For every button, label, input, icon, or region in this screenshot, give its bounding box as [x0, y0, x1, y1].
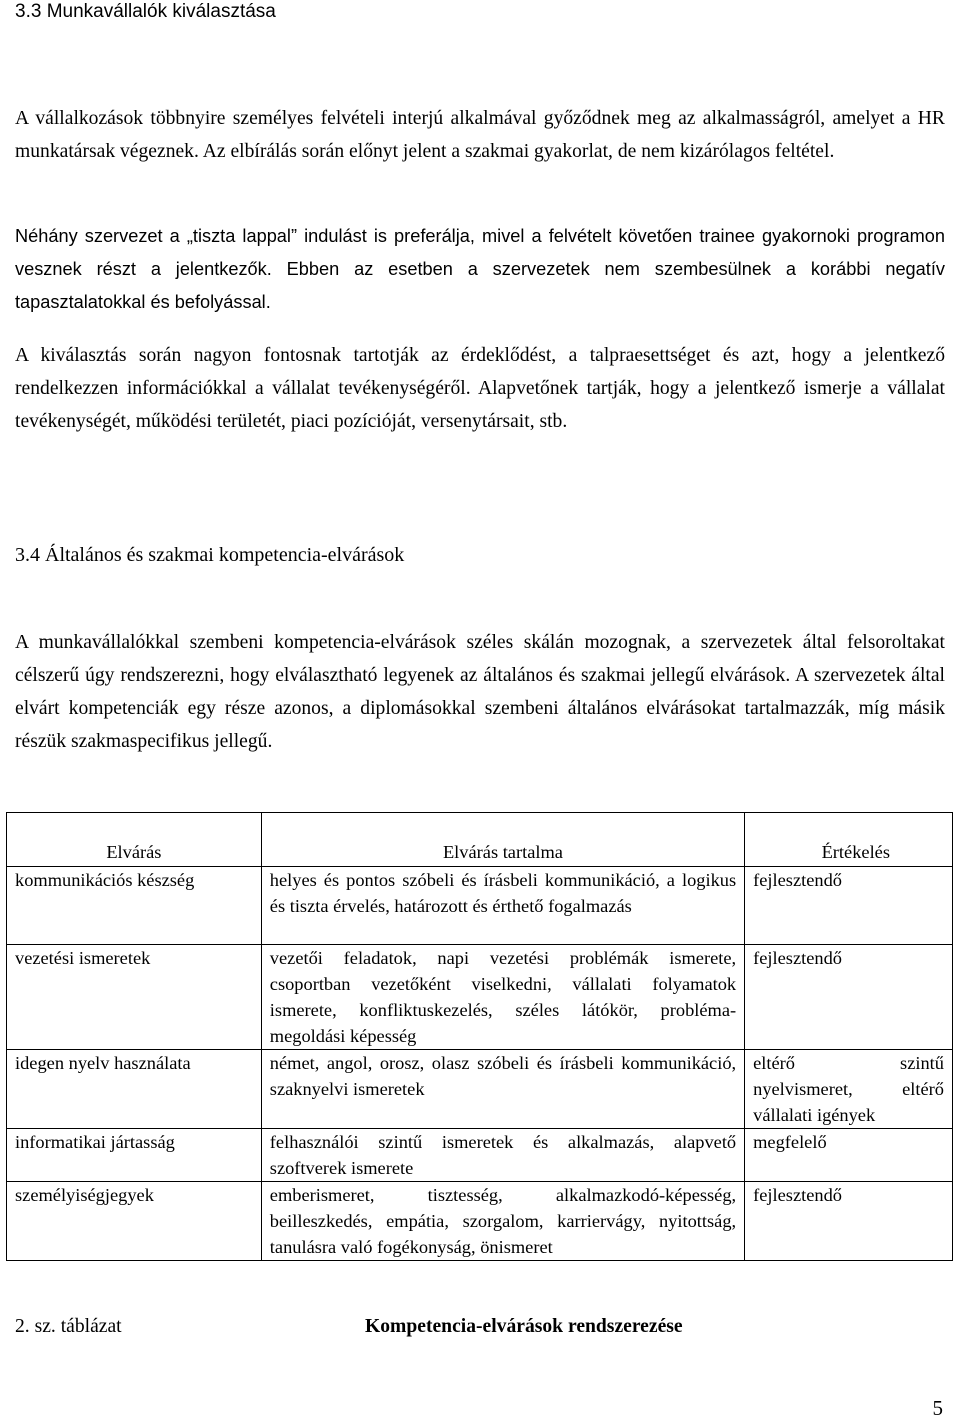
- row-expectation: kommunikációs készség: [7, 867, 262, 945]
- header-content: Elvárás tartalma: [261, 813, 744, 867]
- table-row: [7, 1050, 953, 1129]
- row-expectation: vezetési ismeretek: [7, 945, 262, 1050]
- header-evaluation: Értékelés: [745, 813, 953, 867]
- row-content: vezetői feladatok, napi vezetési problémák ismerete, csoportban vezetőként viselkedni, vállalati folyamatok ismerete, konfliktuskezelés, széles látókör, probléma-megoldási képesség: [261, 945, 744, 1050]
- section-3-4-title: 3.4 Általános és szakmai kompetencia-elvárások: [15, 544, 405, 566]
- row-expectation: személyiségjegyek: [7, 1182, 262, 1261]
- row-content: felhasználói szintű ismeretek és alkalmazás, alapvető szoftverek ismerete: [261, 1129, 744, 1182]
- page-number: 5: [932, 1396, 943, 1420]
- paragraph-interview: A vállalkozások többnyire személyes felvételi interjú alkalmával győződnek meg az alkalmasságról, amelyet a HR munkatársak végeznek. Az elbírálás során előnyt jelent a szakmai gyakorlat, de nem kizárólagos feltétel.: [15, 108, 945, 162]
- row-evaluation: megfelelő: [745, 1129, 953, 1182]
- row-expectation: informatikai jártasság: [7, 1129, 262, 1182]
- row-evaluation: eltérő szintű nyelvismeret, eltérő vállalati igények: [745, 1050, 953, 1129]
- competency-table: [6, 812, 953, 1261]
- row-expectation: idegen nyelv használata: [7, 1050, 262, 1129]
- row-content: helyes és pontos szóbeli és írásbeli kommunikáció, a logikus és tiszta érvelés, határozott és érthető fogalmazás: [261, 867, 744, 945]
- table-row: [7, 1129, 953, 1182]
- table-row: [7, 945, 953, 1050]
- caption-title: Kompetencia-elvárások rendszerezése: [365, 1316, 683, 1337]
- paragraph-selection-criteria: A kiválasztás során nagyon fontosnak tartotják az érdeklődést, a talpraesettséget és azt, hogy a jelentkező rendelkezzen információkkal a vállalat tevékenységéről. Alapvetőnek tartják, hogy a jelentkező ismerje a vállalat tevékenységét, működési területét, piaci pozícióját, versenytársait, stb.: [15, 345, 945, 432]
- table-row: [7, 1182, 953, 1261]
- paragraph-clean-slate: Néhány szervezet a „tiszta lappal” indulást is preferálja, mivel a felvételt követően trainee gyakornoki programon vesznek részt a jelentkezők. Ebben az esetben a szervezetek nem szembesülnek a korábbi negatív tapasztalatokkal és befolyással.: [15, 226, 945, 312]
- header-expectation: Elvárás: [7, 813, 262, 867]
- section-3-3-title: 3.3 Munkavállalók kiválasztása: [15, 1, 276, 22]
- caption-label: 2. sz. táblázat: [15, 1316, 122, 1337]
- row-content: emberismeret, tisztesség, alkalmazkodó-képesség, beilleszkedés, empátia, szorgalom, karriervágy, nyitottság, tanulásra való fogékonyság, önismeret: [261, 1182, 744, 1261]
- row-content: német, angol, orosz, olasz szóbeli és írásbeli kommunikáció, szaknyelvi ismeretek: [261, 1050, 744, 1129]
- row-evaluation: fejlesztendő: [745, 867, 953, 945]
- paragraph-competencies: A munkavállalókkal szembeni kompetencia-elvárások széles skálán mozognak, a szervezetek által felsoroltakat célszerű úgy rendszerezni, hogy elválasztható legyenek az általános és szakmai jellegű elvárások. A szervezetek által elvárt kompetenciák egy része azonos, a diplomásokkal szembeni általános elvárásokat tartalmazzák, míg másik részük szakmaspecifikus jellegű.: [15, 632, 945, 752]
- table-header-row: [7, 813, 953, 867]
- row-evaluation: fejlesztendő: [745, 945, 953, 1050]
- row-evaluation: fejlesztendő: [745, 1182, 953, 1261]
- table-row: [7, 867, 953, 945]
